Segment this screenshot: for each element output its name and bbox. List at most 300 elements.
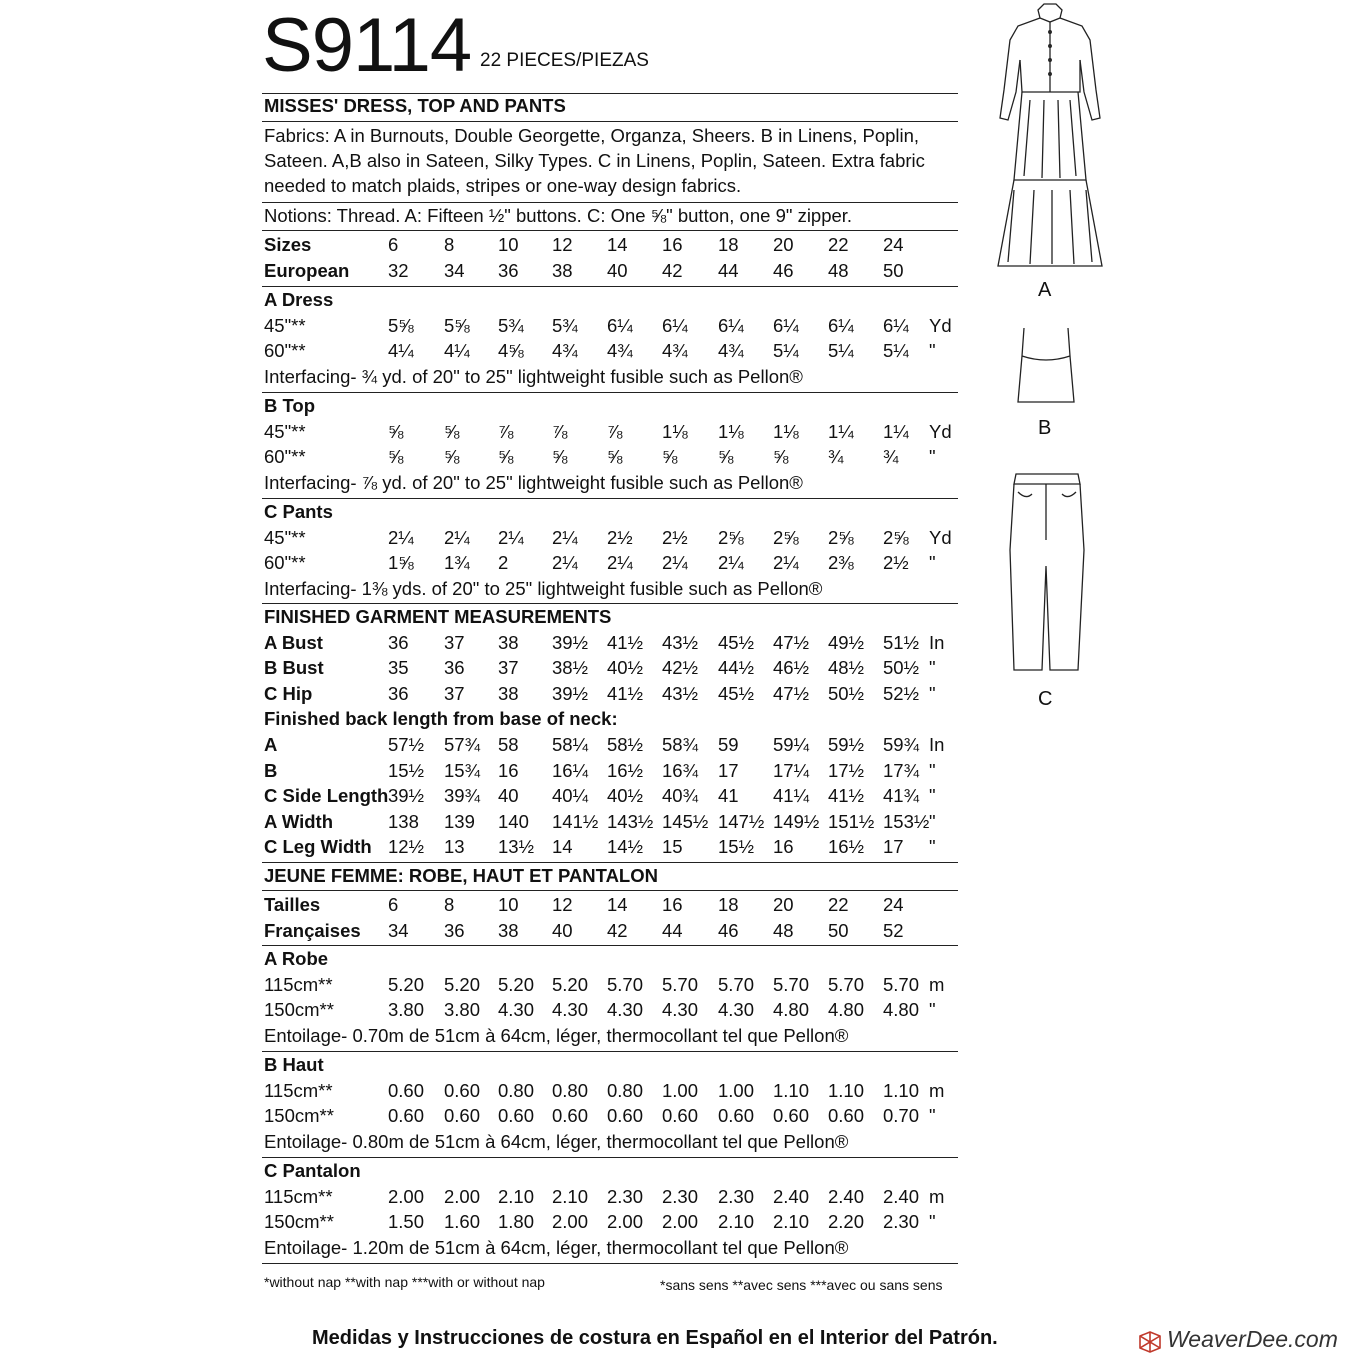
table-cell: 5.20 xyxy=(444,973,481,995)
view-b-top-drawing xyxy=(1010,322,1082,410)
table-cell: 2.00 xyxy=(552,1211,589,1233)
table-cell: 0.60 xyxy=(444,1105,481,1127)
divider xyxy=(262,1051,958,1052)
table-cell: 2¼ xyxy=(607,552,633,574)
table-cell: 0.80 xyxy=(607,1079,644,1101)
unit-cell: Yd xyxy=(929,314,952,336)
view-a-label: A xyxy=(1038,279,1052,301)
table-cell: 0.60 xyxy=(607,1105,644,1127)
table-cell: 12½ xyxy=(388,836,425,858)
table-cell: ⅝ xyxy=(498,446,514,468)
table-cell: 5.70 xyxy=(662,973,699,995)
view-a-dress-drawing xyxy=(990,0,1110,276)
table-cell: 52 xyxy=(883,920,904,941)
table-cell: 2.10 xyxy=(773,1211,810,1233)
row-label: Sizes xyxy=(264,234,312,255)
table-cell: 49½ xyxy=(828,632,865,653)
row-label: 115cm** xyxy=(264,1079,333,1101)
row-label: 115cm** xyxy=(264,1185,333,1207)
table-cell: 6 xyxy=(388,894,399,915)
row-label: C Side Length xyxy=(264,785,389,807)
table-cell: 5.20 xyxy=(552,973,589,995)
table-cell: 43½ xyxy=(662,632,699,653)
title-french: JEUNE FEMME: ROBE, HAUT ET PANTALON xyxy=(264,865,658,886)
row-label: 150cm** xyxy=(264,1105,334,1127)
table-cell: 1.60 xyxy=(444,1211,481,1233)
table-cell: ⅝ xyxy=(444,420,460,442)
table-cell: 1¼ xyxy=(828,420,854,442)
table-cell: 40½ xyxy=(607,657,644,678)
table-cell: 43½ xyxy=(662,683,699,704)
table-cell: 2.10 xyxy=(498,1185,535,1207)
table-cell: 36 xyxy=(498,260,519,281)
table-cell: 153½ xyxy=(883,810,930,832)
table-cell: 2¼ xyxy=(718,552,744,574)
table-cell: 143½ xyxy=(607,810,654,832)
table-cell: 6¼ xyxy=(773,314,799,336)
table-cell: 52½ xyxy=(883,683,920,704)
table-cell: 40 xyxy=(498,785,519,807)
divider xyxy=(262,286,958,287)
unit-cell: " xyxy=(929,446,936,468)
table-cell: 4.80 xyxy=(828,999,865,1021)
table-cell: 15½ xyxy=(388,759,425,781)
table-row xyxy=(264,525,958,551)
row-label: 60"** xyxy=(264,446,306,468)
table-cell: 2¼ xyxy=(773,552,799,574)
table-cell: 59½ xyxy=(828,734,865,755)
table-row xyxy=(264,419,958,445)
table-cell: ⅞ xyxy=(607,420,623,442)
table-cell: 6¼ xyxy=(883,314,909,336)
row-label: C Hip xyxy=(264,683,313,704)
row-label: 45"** xyxy=(264,526,306,548)
table-cell: 5.70 xyxy=(883,973,920,995)
table-cell: 1.10 xyxy=(828,1079,865,1101)
table-cell: 41¼ xyxy=(773,785,810,807)
b-top-interfacing: Interfacing- ⅞ yd. of 20" to 25" lightweight fusible such as Pellon® xyxy=(264,471,803,493)
table-cell: 0.70 xyxy=(883,1105,920,1127)
table-cell: 2¼ xyxy=(662,552,688,574)
table-cell: 1.00 xyxy=(718,1079,755,1101)
c-pantalon-title: C Pantalon xyxy=(264,1160,361,1181)
table-cell: 4¾ xyxy=(662,340,688,362)
french-sizes-row xyxy=(264,918,958,944)
table-cell: 1.10 xyxy=(883,1079,920,1101)
table-cell: 151½ xyxy=(828,810,875,832)
table-cell: 39½ xyxy=(552,632,589,653)
unit-cell: m xyxy=(929,1079,945,1101)
table-cell: 36 xyxy=(388,683,409,704)
row-label: B xyxy=(264,759,278,781)
table-cell: 6¼ xyxy=(828,314,854,336)
table-cell: ⅝ xyxy=(607,446,623,468)
table-cell: 16 xyxy=(773,836,794,858)
table-cell: 5.70 xyxy=(828,973,865,995)
table-cell: 17½ xyxy=(828,759,865,781)
table-cell: 0.60 xyxy=(552,1105,589,1127)
table-row xyxy=(264,809,958,835)
row-label: 150cm** xyxy=(264,999,334,1021)
unit-cell: " xyxy=(929,552,936,574)
table-cell: 5¾ xyxy=(498,314,524,336)
table-cell: 16½ xyxy=(607,759,644,781)
table-cell: 5.20 xyxy=(498,973,535,995)
table-cell: 38 xyxy=(498,683,519,704)
table-cell: 35 xyxy=(388,657,409,678)
table-cell: ⅞ xyxy=(552,420,568,442)
b-haut-title: B Haut xyxy=(264,1054,324,1075)
table-cell: ¾ xyxy=(883,446,899,468)
table-cell: 5¾ xyxy=(552,314,578,336)
table-cell: 17 xyxy=(883,836,904,858)
table-cell: ⅝ xyxy=(773,446,789,468)
divider xyxy=(262,498,958,499)
table-cell: 41½ xyxy=(607,632,644,653)
table-cell: 2¼ xyxy=(444,526,470,548)
table-cell: 58¾ xyxy=(662,734,699,755)
table-cell: 4.80 xyxy=(883,999,920,1021)
table-cell: ¾ xyxy=(828,446,844,468)
table-cell: 1⅝ xyxy=(388,552,414,574)
table-cell: 44½ xyxy=(718,657,755,678)
view-b-label: B xyxy=(1038,417,1052,439)
unit-cell: Yd xyxy=(929,420,952,442)
table-cell: 34 xyxy=(388,920,409,941)
table-cell: 1⅛ xyxy=(662,420,688,442)
unit-cell: " xyxy=(929,999,936,1021)
a-robe-interfacing: Entoilage- 0.70m de 51cm à 64cm, léger, thermocollant tel que Pellon® xyxy=(264,1024,849,1046)
table-cell: 2⅝ xyxy=(828,526,854,548)
table-cell: 2¼ xyxy=(552,526,578,548)
table-cell: 138 xyxy=(388,810,419,832)
table-cell: 0.60 xyxy=(388,1105,425,1127)
table-row xyxy=(264,550,958,576)
table-cell: 2 xyxy=(498,552,509,574)
table-cell: 6¼ xyxy=(607,314,633,336)
table-cell: 2.40 xyxy=(773,1185,810,1207)
table-cell: 45½ xyxy=(718,632,755,653)
table-cell: 38 xyxy=(552,260,573,281)
table-row xyxy=(264,732,958,758)
row-label: Tailles xyxy=(264,894,321,915)
table-cell: 2.00 xyxy=(607,1211,644,1233)
table-cell: 37 xyxy=(444,683,465,704)
table-cell: 50 xyxy=(828,920,849,941)
table-cell: 1¾ xyxy=(444,552,470,574)
table-cell: ⅝ xyxy=(444,446,460,468)
unit-cell: " xyxy=(929,657,936,678)
table-cell: 39½ xyxy=(388,785,425,807)
table-cell: 2¼ xyxy=(552,552,578,574)
table-cell: 1.10 xyxy=(773,1079,810,1101)
footnotes-french: *sans sens **avec sens ***avec ou sans sens xyxy=(660,1277,943,1293)
divider xyxy=(262,1157,958,1158)
table-cell: 36 xyxy=(444,657,465,678)
table-cell: 6¼ xyxy=(718,314,744,336)
table-cell: 2.30 xyxy=(883,1211,920,1233)
table-cell: 40¾ xyxy=(662,785,699,807)
table-cell: 6 xyxy=(388,234,399,255)
table-cell: 41½ xyxy=(607,683,644,704)
table-cell: 4¼ xyxy=(388,340,414,362)
unit-cell: m xyxy=(929,1185,945,1207)
table-cell: 0.60 xyxy=(444,1079,481,1101)
fabrics-line-1: Fabrics: A in Burnouts, Double Georgette, Organza, Sheers. B in Linens, Poplin, xyxy=(264,125,920,146)
table-cell: 42 xyxy=(662,260,683,281)
table-cell: 141½ xyxy=(552,810,599,832)
table-cell: 44 xyxy=(662,920,683,941)
row-label: Françaises xyxy=(264,920,361,941)
table-cell: 39¾ xyxy=(444,785,481,807)
b-top-title: B Top xyxy=(264,395,316,416)
view-c-label: C xyxy=(1038,688,1053,710)
table-row xyxy=(264,630,958,656)
row-label: A Bust xyxy=(264,632,323,653)
table-cell: 20 xyxy=(773,234,794,255)
unit-cell: " xyxy=(929,1211,936,1233)
divider xyxy=(262,392,958,393)
table-cell: 2½ xyxy=(883,552,909,574)
c-pants-title: C Pants xyxy=(264,501,333,522)
table-cell: 22 xyxy=(828,894,849,915)
table-cell: 5¼ xyxy=(883,340,909,362)
table-cell: 4¼ xyxy=(444,340,470,362)
table-cell: 45½ xyxy=(718,683,755,704)
row-label: 115cm** xyxy=(264,973,333,995)
row-label: B Bust xyxy=(264,657,324,678)
fabrics-line-3: needed to match plaids, stripes or one-way design fabrics. xyxy=(264,175,742,196)
table-cell: 2.20 xyxy=(828,1211,865,1233)
table-row xyxy=(264,313,958,339)
table-cell: 2⅝ xyxy=(718,526,744,548)
unit-cell: m xyxy=(929,973,945,995)
pattern-number: S9114 xyxy=(262,3,472,88)
table-cell: 0.80 xyxy=(498,1079,535,1101)
row-label: C Leg Width xyxy=(264,836,372,858)
table-cell: 2.10 xyxy=(552,1185,589,1207)
table-cell: ⅞ xyxy=(498,420,514,442)
table-cell: 5.70 xyxy=(773,973,810,995)
table-cell: 1.80 xyxy=(498,1211,535,1233)
table-cell: 4.80 xyxy=(773,999,810,1021)
table-cell: 5.70 xyxy=(718,973,755,995)
table-cell: ⅝ xyxy=(552,446,568,468)
back-length-title: Finished back length from base of neck: xyxy=(264,708,618,729)
table-cell: 0.60 xyxy=(828,1105,865,1127)
table-cell: 42½ xyxy=(662,657,699,678)
table-cell: 10 xyxy=(498,234,519,255)
table-cell: 13½ xyxy=(498,836,535,858)
c-pantalon-interfacing: Entoilage- 1.20m de 51cm à 64cm, léger, thermocollant tel que Pellon® xyxy=(264,1236,849,1258)
finished-measurements-title: FINISHED GARMENT MEASUREMENTS xyxy=(264,606,612,627)
table-cell: 47½ xyxy=(773,683,810,704)
unit-cell: " xyxy=(929,759,936,781)
table-cell: 4¾ xyxy=(718,340,744,362)
table-cell: 16 xyxy=(662,894,683,915)
table-cell: 2¼ xyxy=(388,526,414,548)
table-cell: 15½ xyxy=(718,836,755,858)
table-cell: 48 xyxy=(773,920,794,941)
row-label: A Width xyxy=(264,810,334,832)
table-cell: 57¾ xyxy=(444,734,481,755)
table-cell: 38½ xyxy=(552,657,589,678)
table-cell: 50½ xyxy=(883,657,920,678)
divider xyxy=(262,230,958,231)
table-cell: 4¾ xyxy=(607,340,633,362)
table-cell: 147½ xyxy=(718,810,765,832)
table-cell: 36 xyxy=(444,920,465,941)
row-label: A xyxy=(264,734,278,755)
row-label: 60"** xyxy=(264,340,306,362)
row-label: European xyxy=(264,260,350,281)
table-cell: 20 xyxy=(773,894,794,915)
table-cell: 59 xyxy=(718,734,739,755)
unit-cell: " xyxy=(929,810,936,832)
table-cell: 16¾ xyxy=(662,759,699,781)
table-cell: 42 xyxy=(607,920,628,941)
table-cell: 16 xyxy=(662,234,683,255)
table-cell: 14 xyxy=(607,234,628,255)
table-cell: 24 xyxy=(883,894,904,915)
tailles-row xyxy=(264,892,958,918)
table-cell: 50½ xyxy=(828,683,865,704)
table-cell: 0.60 xyxy=(773,1105,810,1127)
table-cell: 3.80 xyxy=(444,999,481,1021)
unit-cell: " xyxy=(929,683,936,704)
unit-cell: In xyxy=(929,734,945,755)
table-cell: 8 xyxy=(444,894,455,915)
table-cell: 12 xyxy=(552,234,573,255)
table-cell: 4¾ xyxy=(552,340,578,362)
table-row xyxy=(264,972,958,998)
table-cell: 46 xyxy=(773,260,794,281)
table-cell: 41½ xyxy=(828,785,865,807)
table-row xyxy=(264,1103,958,1129)
table-cell: 2.00 xyxy=(388,1185,425,1207)
table-cell: 16¼ xyxy=(552,759,589,781)
table-row xyxy=(264,681,958,707)
table-cell: 4.30 xyxy=(552,999,589,1021)
table-cell: 17 xyxy=(718,759,739,781)
table-cell: 2.40 xyxy=(883,1185,920,1207)
table-cell: 40 xyxy=(552,920,573,941)
table-cell: 15¾ xyxy=(444,759,481,781)
table-cell: 2.00 xyxy=(662,1211,699,1233)
table-cell: 4.30 xyxy=(662,999,699,1021)
table-cell: 40 xyxy=(607,260,628,281)
table-cell: 39½ xyxy=(552,683,589,704)
table-cell: 0.60 xyxy=(718,1105,755,1127)
table-cell: 0.60 xyxy=(388,1079,425,1101)
table-cell: 1¼ xyxy=(883,420,909,442)
table-cell: 16 xyxy=(498,759,519,781)
table-cell: 2⅝ xyxy=(773,526,799,548)
table-cell: 24 xyxy=(883,234,904,255)
table-cell: 17¾ xyxy=(883,759,920,781)
table-cell: 59¾ xyxy=(883,734,920,755)
table-cell: 58 xyxy=(498,734,519,755)
table-cell: 18 xyxy=(718,894,739,915)
watermark-text: WeaverDee.com xyxy=(1167,1326,1338,1352)
divider xyxy=(262,121,958,122)
table-cell: 4.30 xyxy=(498,999,535,1021)
table-cell: 14 xyxy=(607,894,628,915)
table-cell: 5⅝ xyxy=(444,314,470,336)
table-cell: 51½ xyxy=(883,632,920,653)
table-cell: 17¼ xyxy=(773,759,810,781)
table-cell: 2½ xyxy=(662,526,688,548)
table-cell: 3.80 xyxy=(388,999,425,1021)
table-row xyxy=(264,783,958,809)
table-cell: 10 xyxy=(498,894,519,915)
table-cell: 34 xyxy=(444,260,465,281)
table-cell: 41¾ xyxy=(883,785,920,807)
table-cell: 0.80 xyxy=(552,1079,589,1101)
table-cell: 6¼ xyxy=(662,314,688,336)
table-cell: ⅝ xyxy=(388,446,404,468)
table-cell: 4⅝ xyxy=(498,340,524,362)
unit-cell: Yd xyxy=(929,526,952,548)
b-haut-interfacing: Entoilage- 0.80m de 51cm à 64cm, léger, thermocollant tel que Pellon® xyxy=(264,1130,849,1152)
table-cell: 14 xyxy=(552,836,573,858)
table-cell: 38 xyxy=(498,920,519,941)
table-cell: 38 xyxy=(498,632,519,653)
table-cell: 2⅝ xyxy=(883,526,909,548)
table-row xyxy=(264,1184,958,1210)
table-cell: 5.20 xyxy=(388,973,425,995)
table-cell: 15 xyxy=(662,836,683,858)
table-row xyxy=(264,338,958,364)
table-cell: 46½ xyxy=(773,657,810,678)
table-cell: 5⅝ xyxy=(388,314,414,336)
table-cell: 58½ xyxy=(607,734,644,755)
unit-cell: " xyxy=(929,785,936,807)
table-cell: 2.40 xyxy=(828,1185,865,1207)
footnotes-english: *without nap **with nap ***with or without nap xyxy=(264,1274,545,1290)
table-cell: 57½ xyxy=(388,734,425,755)
table-cell: ⅝ xyxy=(388,420,404,442)
table-cell: 13 xyxy=(444,836,465,858)
table-row xyxy=(264,655,958,681)
table-cell: 36 xyxy=(388,632,409,653)
unit-cell: In xyxy=(929,632,945,653)
table-cell: 48½ xyxy=(828,657,865,678)
table-cell: 4.30 xyxy=(718,999,755,1021)
table-cell: 2.30 xyxy=(607,1185,644,1207)
weaverdee-logo-icon xyxy=(1137,1330,1163,1354)
table-cell: 40½ xyxy=(607,785,644,807)
table-cell: 149½ xyxy=(773,810,820,832)
divider xyxy=(262,890,958,891)
unit-cell: " xyxy=(929,1105,936,1127)
table-cell: 1.00 xyxy=(662,1079,699,1101)
a-dress-interfacing: Interfacing- ¾ yd. of 20" to 25" lightweight fusible such as Pellon® xyxy=(264,365,803,387)
table-row xyxy=(264,1209,958,1235)
table-cell: 41 xyxy=(718,785,739,807)
table-cell: 46 xyxy=(718,920,739,941)
a-robe-title: A Robe xyxy=(264,948,329,969)
sizes-row xyxy=(264,232,958,258)
table-cell: 140 xyxy=(498,810,529,832)
table-cell: 2.30 xyxy=(662,1185,699,1207)
pieces-count: 22 PIECES/PIEZAS xyxy=(480,50,649,71)
unit-cell: " xyxy=(929,340,936,362)
table-cell: 18 xyxy=(718,234,739,255)
table-cell: 32 xyxy=(388,260,409,281)
table-cell: 4.30 xyxy=(607,999,644,1021)
unit-cell: " xyxy=(929,836,936,858)
